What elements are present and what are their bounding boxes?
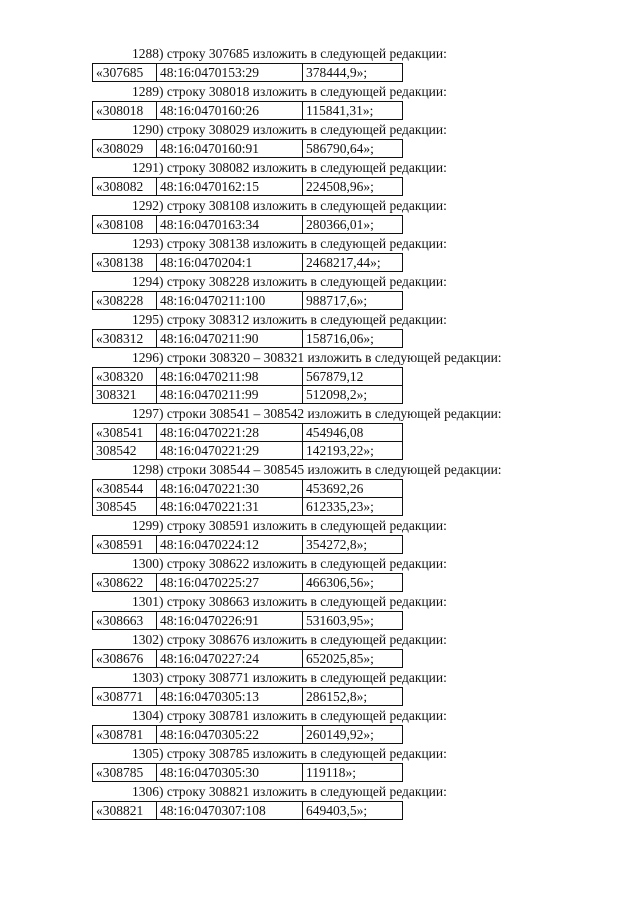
row-number-cell: «308544 xyxy=(93,480,157,498)
value-cell: 2468217,44»; xyxy=(303,254,403,272)
cadastral-number-cell: 48:16:0470305:30 xyxy=(157,764,303,782)
amendment-table xyxy=(92,763,403,782)
table-row xyxy=(93,536,403,554)
value-cell: 612335,23»; xyxy=(303,498,403,516)
row-number-cell: «307685 xyxy=(93,64,157,82)
row-number-cell: «308676 xyxy=(93,650,157,668)
amendment-heading: 1291) строку 308082 изложить в следующей редакции: xyxy=(132,160,447,175)
amendment-table xyxy=(92,101,403,120)
amendment-table xyxy=(92,649,403,668)
table-row xyxy=(93,442,403,460)
amendment-table xyxy=(92,801,403,820)
row-number-cell: «308541 xyxy=(93,424,157,442)
row-number-cell: «308781 xyxy=(93,726,157,744)
value-cell: 280366,01»; xyxy=(303,216,403,234)
cadastral-number-cell: 48:16:0470305:22 xyxy=(157,726,303,744)
amendment-heading: 1296) строки 308320 – 308321 изложить в следующей редакции: xyxy=(132,350,502,365)
table-row xyxy=(93,330,403,348)
value-cell: 454946,08 xyxy=(303,424,403,442)
amendment-section xyxy=(92,518,544,554)
cadastral-number-cell: 48:16:0470221:29 xyxy=(157,442,303,460)
amendment-table xyxy=(92,329,403,348)
table-row xyxy=(93,102,403,120)
cadastral-number-cell: 48:16:0470221:30 xyxy=(157,480,303,498)
amendment-section xyxy=(92,632,544,668)
cadastral-number-cell: 48:16:0470163:34 xyxy=(157,216,303,234)
amendment-table xyxy=(92,611,403,630)
value-cell: 354272,8»; xyxy=(303,536,403,554)
amendment-table xyxy=(92,63,403,82)
amendment-heading: 1304) строку 308781 изложить в следующей редакции: xyxy=(132,708,447,723)
table-row xyxy=(93,480,403,498)
table-row xyxy=(93,140,403,158)
row-number-cell: «308771 xyxy=(93,688,157,706)
table-row xyxy=(93,216,403,234)
value-cell: 453692,26 xyxy=(303,480,403,498)
table-row xyxy=(93,368,403,386)
value-cell: 119118»; xyxy=(303,764,403,782)
row-number-cell: «308312 xyxy=(93,330,157,348)
value-cell: 531603,95»; xyxy=(303,612,403,630)
table-row xyxy=(93,498,403,516)
amendment-section xyxy=(92,274,544,310)
value-cell: 260149,92»; xyxy=(303,726,403,744)
amendment-table xyxy=(92,725,403,744)
value-cell: 142193,22»; xyxy=(303,442,403,460)
row-number-cell: «308663 xyxy=(93,612,157,630)
amendment-section xyxy=(92,556,544,592)
row-number-cell: «308591 xyxy=(93,536,157,554)
value-cell: 567879,12 xyxy=(303,368,403,386)
value-cell: 286152,8»; xyxy=(303,688,403,706)
table-row xyxy=(93,802,403,820)
row-number-cell: «308018 xyxy=(93,102,157,120)
amendment-section xyxy=(92,236,544,272)
amendment-table xyxy=(92,573,403,592)
amendment-heading: 1302) строку 308676 изложить в следующей редакции: xyxy=(132,632,447,647)
amendment-heading: 1289) строку 308018 изложить в следующей редакции: xyxy=(132,84,447,99)
cadastral-number-cell: 48:16:0470224:12 xyxy=(157,536,303,554)
amendment-section xyxy=(92,198,544,234)
row-number-cell: «308821 xyxy=(93,802,157,820)
cadastral-number-cell: 48:16:0470160:91 xyxy=(157,140,303,158)
value-cell: 988717,6»; xyxy=(303,292,403,310)
value-cell: 466306,56»; xyxy=(303,574,403,592)
cadastral-number-cell: 48:16:0470204:1 xyxy=(157,254,303,272)
cadastral-number-cell: 48:16:0470160:26 xyxy=(157,102,303,120)
amendment-heading: 1292) строку 308108 изложить в следующей редакции: xyxy=(132,198,447,213)
cadastral-number-cell: 48:16:0470307:108 xyxy=(157,802,303,820)
amendment-heading: 1298) строки 308544 – 308545 изложить в следующей редакции: xyxy=(132,462,502,477)
amendment-table xyxy=(92,253,403,272)
row-number-cell: «308320 xyxy=(93,368,157,386)
amendment-section xyxy=(92,708,544,744)
amendment-section xyxy=(92,784,544,820)
row-number-cell: «308228 xyxy=(93,292,157,310)
amendment-heading: 1300) строку 308622 изложить в следующей редакции: xyxy=(132,556,447,571)
amendment-table xyxy=(92,687,403,706)
amendment-table xyxy=(92,479,403,516)
amendment-table xyxy=(92,367,403,404)
amendment-section xyxy=(92,462,544,516)
cadastral-number-cell: 48:16:0470226:91 xyxy=(157,612,303,630)
table-row xyxy=(93,292,403,310)
amendment-section xyxy=(92,122,544,158)
amendment-table xyxy=(92,535,403,554)
amendment-section xyxy=(92,350,544,404)
amendment-table xyxy=(92,215,403,234)
amendment-heading: 1299) строку 308591 изложить в следующей редакции: xyxy=(132,518,447,533)
amendment-table xyxy=(92,139,403,158)
cadastral-number-cell: 48:16:0470221:31 xyxy=(157,498,303,516)
cadastral-number-cell: 48:16:0470153:29 xyxy=(157,64,303,82)
amendment-heading: 1294) строку 308228 изложить в следующей редакции: xyxy=(132,274,447,289)
table-row xyxy=(93,254,403,272)
table-row xyxy=(93,386,403,404)
cadastral-number-cell: 48:16:0470211:99 xyxy=(157,386,303,404)
row-number-cell: «308622 xyxy=(93,574,157,592)
value-cell: 224508,96»; xyxy=(303,178,403,196)
table-row xyxy=(93,650,403,668)
value-cell: 512098,2»; xyxy=(303,386,403,404)
table-row xyxy=(93,424,403,442)
amendment-heading: 1297) строки 308541 – 308542 изложить в следующей редакции: xyxy=(132,406,502,421)
amendment-table xyxy=(92,177,403,196)
amendment-heading: 1293) строку 308138 изложить в следующей редакции: xyxy=(132,236,447,251)
amendment-heading: 1306) строку 308821 изложить в следующей редакции: xyxy=(132,784,447,799)
table-row xyxy=(93,726,403,744)
table-row xyxy=(93,688,403,706)
amendment-heading: 1290) строку 308029 изложить в следующей редакции: xyxy=(132,122,447,137)
value-cell: 649403,5»; xyxy=(303,802,403,820)
amendment-section xyxy=(92,406,544,460)
cadastral-number-cell: 48:16:0470225:27 xyxy=(157,574,303,592)
amendment-heading: 1301) строку 308663 изложить в следующей редакции: xyxy=(132,594,447,609)
amendment-heading: 1295) строку 308312 изложить в следующей редакции: xyxy=(132,312,447,327)
amendment-section xyxy=(92,746,544,782)
row-number-cell: «308785 xyxy=(93,764,157,782)
amendment-section xyxy=(92,46,544,82)
amendment-table xyxy=(92,291,403,310)
amendment-section xyxy=(92,84,544,120)
value-cell: 586790,64»; xyxy=(303,140,403,158)
row-number-cell: «308082 xyxy=(93,178,157,196)
row-number-cell: «308138 xyxy=(93,254,157,272)
value-cell: 115841,31»; xyxy=(303,102,403,120)
amendment-section xyxy=(92,670,544,706)
cadastral-number-cell: 48:16:0470211:100 xyxy=(157,292,303,310)
row-number-cell: 308545 xyxy=(93,498,157,516)
document-body xyxy=(92,46,544,822)
cadastral-number-cell: 48:16:0470227:24 xyxy=(157,650,303,668)
table-row xyxy=(93,574,403,592)
amendment-section xyxy=(92,160,544,196)
amendment-heading: 1303) строку 308771 изложить в следующей редакции: xyxy=(132,670,447,685)
amendment-heading: 1288) строку 307685 изложить в следующей редакции: xyxy=(132,46,447,61)
table-row xyxy=(93,64,403,82)
amendment-section xyxy=(92,594,544,630)
cadastral-number-cell: 48:16:0470305:13 xyxy=(157,688,303,706)
value-cell: 378444,9»; xyxy=(303,64,403,82)
amendment-heading: 1305) строку 308785 изложить в следующей редакции: xyxy=(132,746,447,761)
row-number-cell: «308108 xyxy=(93,216,157,234)
cadastral-number-cell: 48:16:0470211:90 xyxy=(157,330,303,348)
cadastral-number-cell: 48:16:0470221:28 xyxy=(157,424,303,442)
table-row xyxy=(93,178,403,196)
cadastral-number-cell: 48:16:0470162:15 xyxy=(157,178,303,196)
cadastral-number-cell: 48:16:0470211:98 xyxy=(157,368,303,386)
value-cell: 158716,06»; xyxy=(303,330,403,348)
row-number-cell: «308029 xyxy=(93,140,157,158)
table-row xyxy=(93,612,403,630)
row-number-cell: 308542 xyxy=(93,442,157,460)
amendment-section xyxy=(92,312,544,348)
amendment-table xyxy=(92,423,403,460)
value-cell: 652025,85»; xyxy=(303,650,403,668)
table-row xyxy=(93,764,403,782)
row-number-cell: 308321 xyxy=(93,386,157,404)
